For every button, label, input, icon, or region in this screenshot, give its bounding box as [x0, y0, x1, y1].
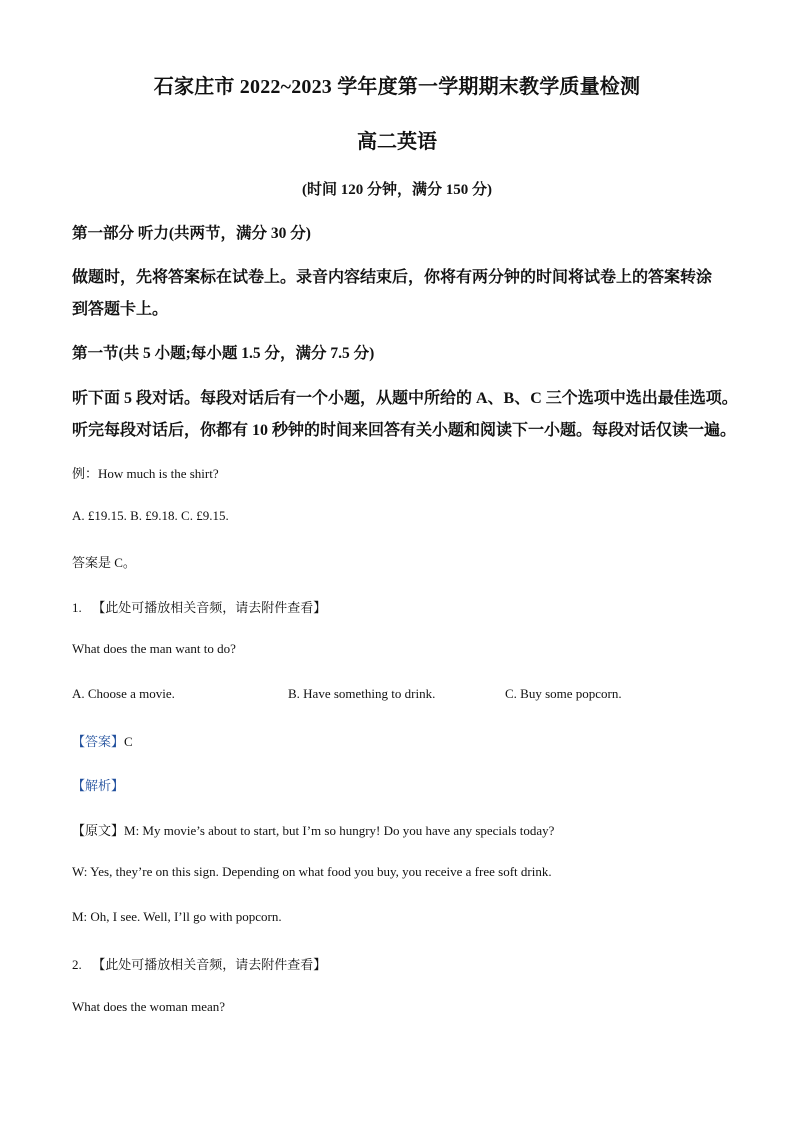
analysis-tag: 【解析】 — [72, 778, 125, 793]
example-answer: 答案是 C。 — [72, 555, 136, 570]
exam-title: 石家庄市 2022~2023 学年度第一学期期末教学质量检测 — [153, 76, 641, 98]
example-options: A. £19.15. B. £9.18. C. £9.15. — [72, 508, 229, 523]
exam-subject: 高二英语 — [357, 131, 437, 153]
section-one-heading: 第一节(共 5 小题;每小题 1.5 分，满分 7.5 分) — [72, 345, 375, 362]
example-question: 例：How much is the shirt? — [72, 466, 219, 481]
section-one-instructions-line2: 听完每段对话后，你都有 10 秒钟的时间来回答有关小题和阅读下一小题。每段对话仅读一遍。 — [72, 422, 737, 439]
question-1-option-b: B. Have something to drink. — [288, 686, 436, 701]
question-2-text: What does the woman mean? — [72, 999, 226, 1014]
question-1-analysis — [72, 775, 124, 794]
transcript-line-1 — [72, 820, 554, 839]
section-one-instructions-line1: 听下面 5 段对话。每段对话后有一个小题，从题中所给的 A、B、C 三个选项中选出最佳选项。 — [72, 390, 738, 407]
answer-value: C — [124, 734, 133, 749]
transcript-text-1: M: My movie’s about to start, but I’m so hungry! Do you have any specials today? — [124, 823, 555, 838]
question-1-option-a: A. Choose a movie. — [72, 686, 175, 701]
transcript-tag: 【原文】 — [72, 823, 125, 838]
question-1-audio-tag[interactable]: 【此处可播放相关音频，请去附件查看】 — [92, 600, 327, 615]
transcript-line-2: W: Yes, they’re on this sign. Depending on what food you buy, you receive a free soft drink. — [72, 864, 552, 879]
question-1-option-c: C. Buy some popcorn. — [505, 686, 622, 701]
question-1-text: What does the man want to do? — [72, 641, 236, 656]
part-one-instructions-line2: 到答题卡上。 — [72, 301, 169, 318]
transcript-line-3: M: Oh, I see. Well, I’ll go with popcorn. — [72, 909, 282, 924]
question-1-answer — [72, 731, 133, 750]
question-1-header — [72, 597, 326, 616]
question-2-header — [72, 954, 326, 973]
part-one-instructions-line1: 做题时，先将答案标在试卷上。录音内容结束后，你将有两分钟的时间将试卷上的答案转涂 — [72, 269, 713, 286]
exam-time-note: (时间 120 分钟，满分 150 分) — [302, 182, 492, 198]
question-2-audio-tag[interactable]: 【此处可播放相关音频，请去附件查看】 — [92, 957, 327, 972]
part-one-heading: 第一部分 听力(共两节，满分 30 分) — [72, 225, 311, 242]
question-1-number: 1. — [72, 600, 82, 615]
question-2-number: 2. — [72, 957, 82, 972]
answer-tag: 【答案】 — [72, 734, 125, 749]
